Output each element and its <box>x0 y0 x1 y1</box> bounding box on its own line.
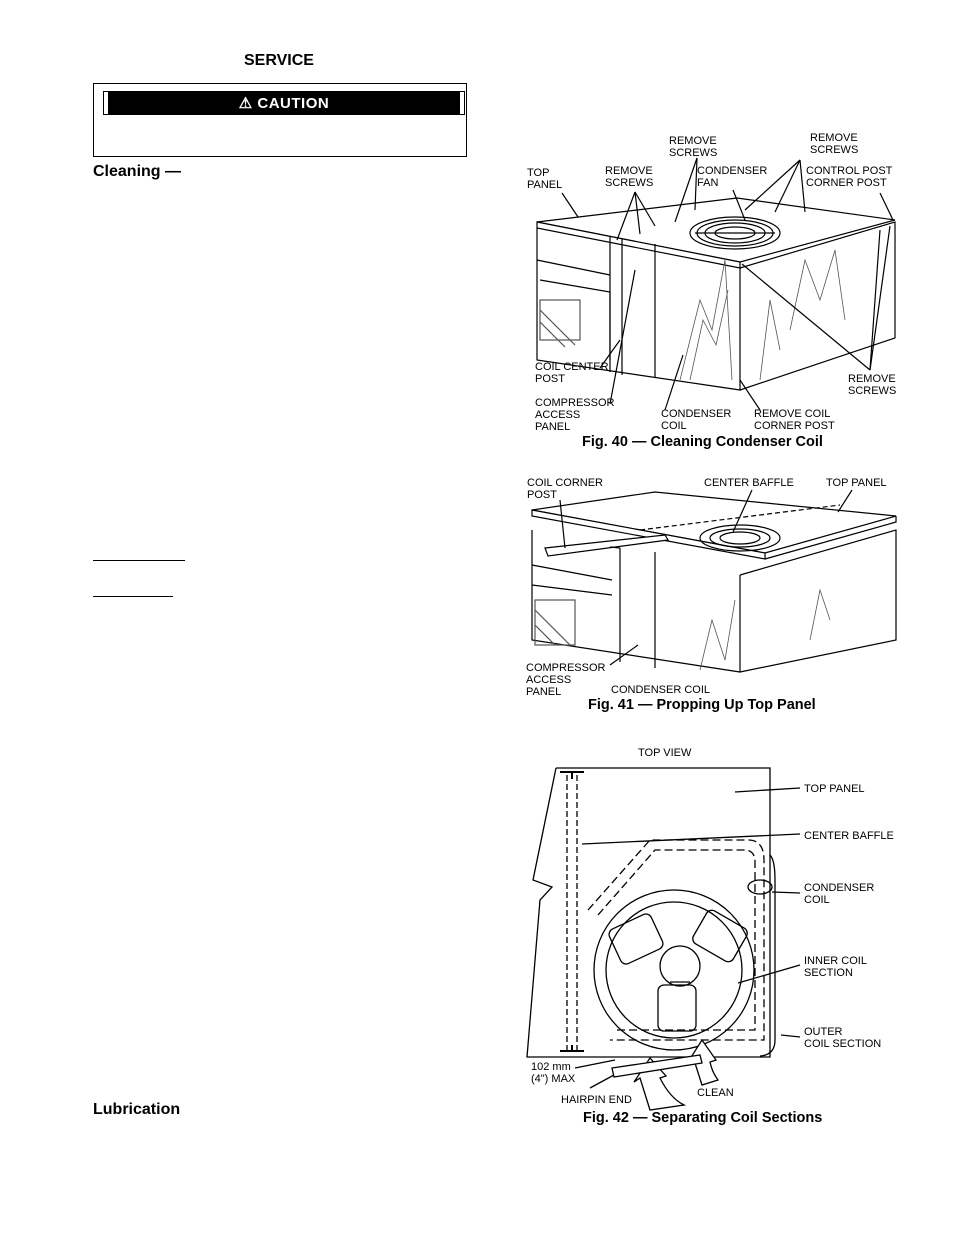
fig40-label-condenser-coil: CONDENSER COIL <box>661 408 732 432</box>
fig42-label-max-dim: 102 mm (4") MAX <box>531 1061 576 1085</box>
fig40-label-remove-screws-right: REMOVE SCREWS <box>810 132 859 156</box>
fig42-label-outer-coil: OUTER COIL SECTION <box>804 1026 882 1050</box>
fig42-label-center-baffle: CENTER BAFFLE <box>804 830 894 842</box>
fig41-caption: Fig. 41 — Propping Up Top Panel <box>588 697 816 713</box>
fig42-label-inner-coil: INNER COIL SECTION <box>804 955 867 979</box>
fig40-label-coil-center-post: COIL CENTER POST <box>535 361 609 385</box>
fig42-label-top-view: TOP VIEW <box>638 747 692 759</box>
section-title: SERVICE <box>244 52 314 69</box>
fig41-label-coil-corner-post: COIL CORNER POST <box>527 477 603 501</box>
fig41-label-center-baffle: CENTER BAFFLE <box>704 477 794 489</box>
fig40-label-remove-screws-top: REMOVE SCREWS <box>669 135 718 159</box>
fig42-label-clean: CLEAN <box>697 1087 734 1099</box>
fig40-label-condenser-fan: CONDENSER FAN <box>697 165 768 189</box>
fig40-label-remove-coil-corner: REMOVE COIL CORNER POST <box>754 408 835 432</box>
fig40-label-remove-screws-left: REMOVE SCREWS <box>605 165 654 189</box>
fig40-label-compressor-access: COMPRESSOR ACCESS PANEL <box>535 397 615 433</box>
fig41-label-top-panel: TOP PANEL <box>826 477 887 489</box>
warning-triangle-icon: ⚠ <box>238 95 253 112</box>
fig41-label-compressor-access: COMPRESSOR ACCESS PANEL <box>526 662 606 698</box>
lubrication-heading: Lubrication <box>93 1101 181 1118</box>
fig42-label-condenser-coil: CONDENSER COIL <box>804 882 875 906</box>
fig42-caption: Fig. 42 — Separating Coil Sections <box>583 1110 823 1126</box>
fig40-caption: Fig. 40 — Cleaning Condenser Coil <box>582 434 823 450</box>
fig40-label-control-post: CONTROL POST CORNER POST <box>806 165 893 189</box>
fig42-label-top-panel: TOP PANEL <box>804 783 865 795</box>
fig41-label-condenser-coil: CONDENSER COIL <box>611 684 711 696</box>
cleaning-heading: Cleaning — <box>93 163 182 180</box>
fig42-label-hairpin-end: HAIRPIN END <box>561 1094 632 1106</box>
caution-label: CAUTION <box>257 95 330 112</box>
fig40-label-remove-screws-bottom: REMOVE SCREWS <box>848 373 897 397</box>
fig40-label-top-panel: TOP PANEL <box>527 167 563 191</box>
